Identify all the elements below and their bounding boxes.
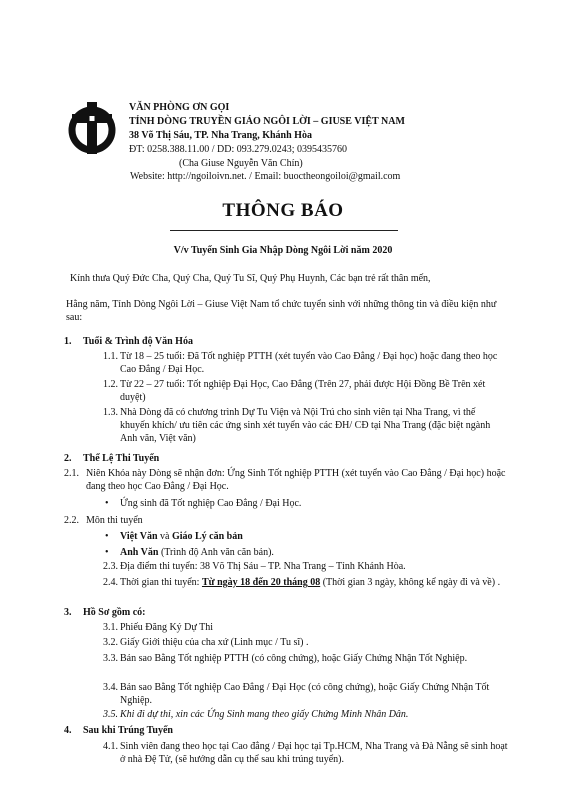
bullet-icon: • <box>105 498 109 509</box>
item-2-2-number: 2.2. <box>64 515 79 526</box>
conjunction: và <box>157 531 172 542</box>
item-2-2: Môn thi tuyển <box>86 515 143 526</box>
bullet-2-2-a <box>120 530 243 543</box>
item-3-5-number: 3.5. <box>103 709 118 720</box>
item-3-2: Giấy Giới thiệu của cha xứ (Linh mục / Tu sĩ) . <box>120 637 309 648</box>
item-1-3: Nhà Dòng đã có chương trình Dự Tu Viện và Nội Trú cho sinh viên tại Nha Trang, vì thế khuyến khích/ ưu tiên các ứng sinh xét tuyển vào các ĐH/ CĐ tại Nha Trang (đặc biệt ngành Anh văn, Việt văn) <box>120 407 491 444</box>
section-3-title: Hồ Sơ gồm có: <box>83 607 146 618</box>
page-title: THÔNG BÁO <box>222 200 344 221</box>
section-4-number: 4. <box>64 725 72 736</box>
item-4-1-number: 4.1. <box>103 741 118 752</box>
item-3-1-number: 3.1. <box>103 622 118 633</box>
item-2-3-number: 2.3. <box>103 561 118 572</box>
item-3-3-number: 3.3. <box>103 653 118 664</box>
item-3-2-number: 3.2. <box>103 637 118 648</box>
item-2-3: Địa điểm thi tuyển: 38 Võ Thị Sáu – TP. Nha Trang – Tỉnh Khánh Hòa. <box>120 561 406 572</box>
section-1-number: 1. <box>64 336 72 347</box>
province-name: TỈNH DÒNG TRUYỀN GIÁO NGÔI LỜI – GIUSE VIỆT NAM <box>129 116 405 127</box>
phone: ĐT: 0258.388.11.00 / DD: 093.279.0243; 0395435760 <box>129 144 348 155</box>
item-3-1: Phiếu Đăng Ký Dự Thi <box>120 622 214 633</box>
section-4-title: Sau khi Trúng Tuyển <box>83 725 173 736</box>
english-level: (Trình độ Anh văn căn bản). <box>158 547 274 558</box>
bullet-icon: • <box>105 547 109 558</box>
exam-time-label: Thời gian thi tuyển: <box>120 577 202 588</box>
contact-person: (Cha Giuse Nguyễn Văn Chín) <box>179 158 303 169</box>
item-2-4-number: 2.4. <box>103 577 118 588</box>
item-3-4-number: 3.4. <box>103 682 118 693</box>
bullet-2-1: Ứng sinh đã Tốt nghiệp Cao Đẳng / Đại Học. <box>120 498 302 509</box>
item-2-1-number: 2.1. <box>64 468 79 479</box>
subject-vietnamese: Việt Văn <box>120 531 158 542</box>
title-divider <box>170 230 398 231</box>
bullet-2-2-b <box>120 546 274 559</box>
item-2-4 <box>120 576 510 589</box>
section-1-title: Tuổi & Trình độ Văn Hóa <box>83 336 193 347</box>
intro-paragraph: Hằng năm, Tỉnh Dòng Ngôi Lời – Giuse Việt Nam tổ chức tuyển sinh với những thông tin và điều kiện như sau: <box>66 299 497 323</box>
subject-catechism: Giáo Lý căn bản <box>171 531 243 542</box>
address: 38 Võ Thị Sáu, TP. Nha Trang, Khánh Hòa <box>129 130 312 141</box>
exam-duration: (Thời gian 3 ngày, không kể ngày đi và về) . <box>320 577 501 588</box>
item-4-1: Sinh viên đang theo học tại Cao đẳng / Đại học tại Tp.HCM, Nha Trang và Đà Nẵng sẽ sinh hoạt ở nhà Đệ Tử, (sẽ hướng dẫn cụ thể sau khi trúng tuyển). <box>120 741 508 765</box>
website-email: Website: http://ngoiloivn.net. / Email: buoctheongoiloi@gmail.com <box>130 171 401 182</box>
item-3-3: Bản sao Bằng Tốt nghiệp PTTH (có công chứng), hoặc Giấy Chứng Nhận Tốt Nghiệp. <box>120 653 468 664</box>
item-1-1-number: 1.1. <box>103 351 118 362</box>
item-1-1: Từ 18 – 25 tuổi: Đã Tốt nghiệp PTTH (xét tuyển vào Cao Đẳng / Đại học) hoặc đang theo học Cao Đẳng / Đại Học. <box>120 351 498 375</box>
office-name: VĂN PHÒNG ƠN GỌI <box>129 102 230 113</box>
item-3-4: Bản sao Bằng Tốt nghiệp Cao Đẳng / Đại Học (có công chứng), hoặc Giấy Chứng Nhận Tốt Nghiệp. <box>120 682 490 706</box>
bullet-icon: • <box>105 531 109 542</box>
item-1-2: Từ 22 – 27 tuổi: Tốt nghiệp Đại Học, Cao Đẳng (Trên 27, phải được Hội Đồng Bề Trên xét duyệt) <box>120 379 486 403</box>
subject-english: Anh Văn <box>120 547 159 558</box>
subtitle: V/v Tuyển Sinh Gia Nhập Dòng Ngôi Lời năm 2020 <box>173 245 393 256</box>
item-3-5: Khi đi dự thi, xin các Ứng Sinh mang theo giấy Chứng Minh Nhân Dân. <box>120 709 409 720</box>
greeting: Kính thưa Quý Đức Cha, Quý Cha, Quý Tu Sĩ, Quý Phụ Huynh, Các bạn trẻ rất thân mến, <box>70 273 431 284</box>
item-2-1: Niên Khóa này Dòng sẽ nhận đơn: Ứng Sinh Tốt nghiệp PTTH (xét tuyển vào Cao Đẳng / Đại học) hoặc đang theo học Cao Đẳng / Đại Học. <box>86 468 506 492</box>
item-1-3-number: 1.3. <box>103 407 118 418</box>
section-2-number: 2. <box>64 453 72 464</box>
exam-dates: Từ ngày 18 đến 20 tháng 08 <box>201 577 321 588</box>
section-3-number: 3. <box>64 607 72 618</box>
congregation-logo <box>64 100 120 156</box>
section-2-title: Thể Lệ Thi Tuyển <box>83 453 160 464</box>
item-1-2-number: 1.2. <box>103 379 118 390</box>
